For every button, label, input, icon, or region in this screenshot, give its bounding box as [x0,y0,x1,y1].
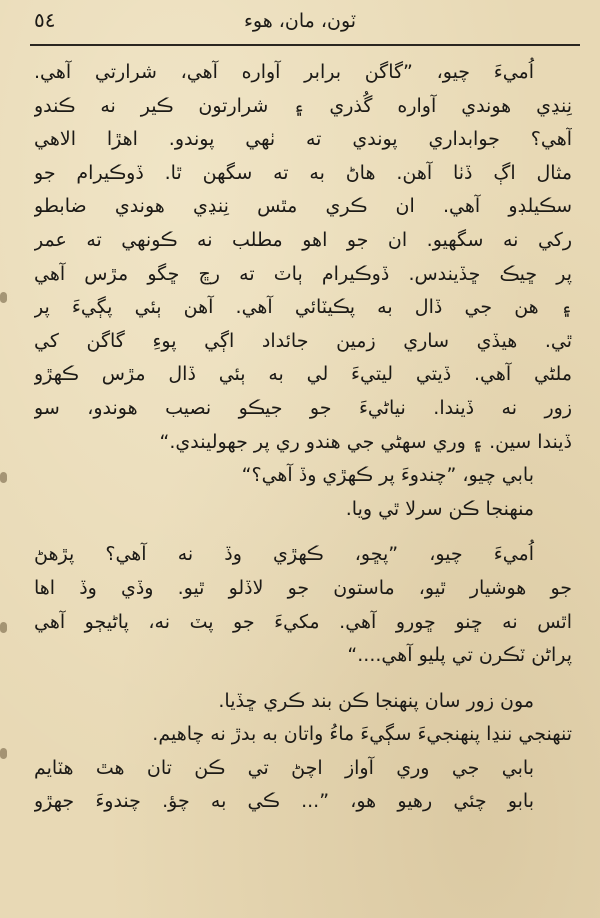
text-line: رکي نه سگهيو. ان جو اهو مطلب نه ڪونهي ته عمر [34,228,572,251]
binding-hole-mark [0,472,7,483]
text-line: نِنڍي هوندي آواره گُذري ۽ شرارتون ڪير نه ڪندو [34,94,572,117]
text-line: ٿي. هيڏي ساري زمين جائداد اڳي پوءِ گاگن کي [34,329,572,352]
text-line: زور نه ڏيندا. نياڻيءَ جو جيڪو نصيب هوندو، سو [34,396,572,419]
text-line: اُميءَ چيو، ”پڇو، ڪهڙي وڏ نه آهي؟ پڙهڻ [34,543,534,566]
running-title: ٽون، مان، ھوء [243,10,357,32]
text-line: مثال اڳ ڏٺا آهن. هاڻ به ته سگهن ٿا. ڏوڪيرام جو [34,161,572,184]
text-line: ڏيندا سين. ۽ وري سهڻي جي هندو ري پر جهوليندي.“ [159,430,572,453]
header-rule [30,44,580,46]
text-line: بابي جي وري آواز اچڻ تي ڪن تان هٿ هٽايم [34,756,534,779]
text-line: ملڻي آهي. ڏيتي ليتيءَ لي به ٻئي ڏال مڙس ڪهڙو [34,363,572,386]
text-line: اُميءَ چيو، ”گاگن برابر آواره آهي، شرارتي آهي. [34,61,534,83]
text-line: تنهنجي ننڍا پنهنجيءَ سڳيءَ ماءُ واتان به بدڙ نه چاهيم. [152,723,572,746]
text-line: مون زور سان پنهنجا ڪن بند ڪري ڇڏيا. [218,689,534,712]
text-line: منهنجا ڪن سرلا ٿي ويا. [345,497,534,520]
page-header [0,0,600,44]
binding-hole-mark [0,622,7,633]
text-line: بابو چئي رهيو هو، ”... ڪي به چؤ. چندوءَ جهڙو [34,790,534,813]
text-line: ۽ هن جي ڏال به پڪيٽائي آهي. آهن ٻئي پڳيءَ پر [34,296,572,319]
text-line: پراڻن ٽڪرن تي پليو آهي....“ [347,644,572,667]
text-line: آهي؟ جوابداري پوندي ته ٺهي پوندو. اهڙا الاهي [34,128,572,151]
page-number: ٥٤ [34,8,56,32]
binding-hole-mark [0,292,7,303]
text-line: بابي چيو، ”چندوءَ پر ڪهڙي وڏ آهي؟“ [241,464,534,487]
text-line: پر ڇيڪ ڇڏيندس. ڏوڪيرام ٻاٽ ته رڇ ڇگو مڙس آهي [34,262,572,285]
text-line: اٿس نه ڇنو ڇورو آهي. مکيءَ جو پٽ نه، پاڻيڄو آهي [34,610,572,633]
binding-hole-mark [0,748,7,759]
body-text [34,56,572,819]
text-line: سڪيلڊو آهي. ان ڪري مٿس نِنڍي هوندي ضابطو [34,195,572,218]
text-line: جو هوشيار ٿيو، ماستون جو لاڏلو ٿيو. وڏي وڏ اها [34,576,572,599]
